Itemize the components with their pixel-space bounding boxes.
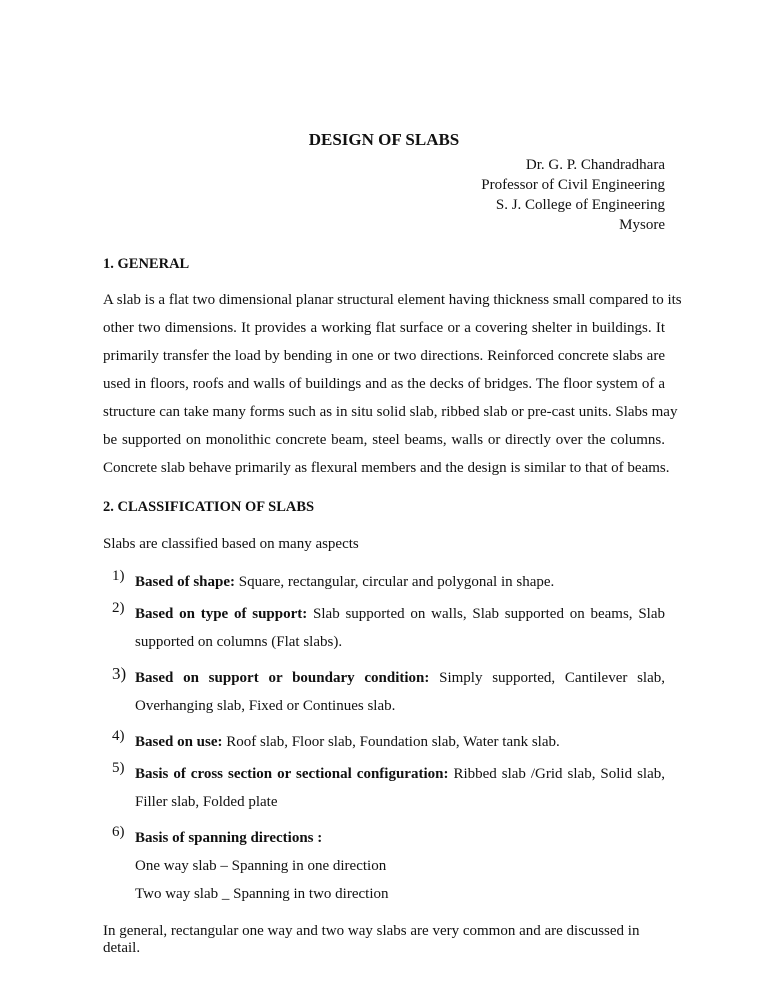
list-text: Overhanging slab, Fixed or Continues slab. (135, 698, 396, 714)
page-title: DESIGN OF SLABS (308, 130, 460, 149)
list-label: Based on support or boundary condition: (135, 670, 430, 686)
list-label: Based on type of support: (135, 606, 308, 622)
paragraph-line: structure can take many forms such as in situ solid slab, ribbed slab or pre-cast units. Slabs may (103, 404, 678, 420)
list-item (112, 760, 665, 816)
paragraph-line: Concrete slab behave primarily as flexural members and the design is similar to that of beams. (103, 460, 670, 476)
list-text: Simply supported, Cantilever slab, (429, 670, 666, 686)
list-number: 5) (112, 760, 125, 776)
paragraph-line: primarily transfer the load by bending in one or two directions. Reinforced concrete slabs are (103, 348, 665, 364)
author-name: Dr. G. P. Chandradhara (525, 157, 665, 173)
paragraph-line: be supported on monolithic concrete beam, steel beams, walls or directly over the columns. (103, 432, 665, 448)
author-city: Mysore (619, 217, 665, 233)
author-institution: S. J. College of Engineering (495, 197, 665, 213)
general-paragraph (103, 286, 682, 482)
list-item (112, 600, 665, 656)
list-number: 6) (112, 824, 125, 840)
author-block (481, 155, 665, 235)
list-text: supported on columns (Flat slabs). (135, 634, 343, 650)
classification-intro: Slabs are classified based on many aspects (103, 536, 359, 552)
list-text: Ribbed slab /Grid slab, Solid slab, (448, 766, 665, 782)
list-number: 1) (112, 568, 125, 584)
list-text: Square, rectangular, circular and polygonal in shape. (235, 574, 555, 590)
list-label: Basis of spanning directions : (135, 830, 323, 846)
list-text: Slab supported on walls, Slab supported on beams, Slab (307, 606, 665, 622)
list-text: One way slab – Spanning in one direction (135, 858, 387, 874)
list-label: Basis of cross section or sectional configuration: (135, 766, 449, 782)
list-label: Based of shape: (135, 574, 236, 590)
section-heading-general: 1. GENERAL (103, 256, 190, 272)
list-label: Based on use: (135, 734, 223, 750)
conclusion-paragraph: In general, rectangular one way and two way slabs are very common and are discussed in detail. (103, 923, 640, 956)
paragraph-line: other two dimensions. It provides a working flat surface or a covering shelter in buildings. It (103, 320, 665, 336)
paragraph-line: used in floors, roofs and walls of buildings and as the decks of bridges. The floor system of a (103, 376, 665, 392)
list-item (112, 728, 665, 756)
list-text: Filler slab, Folded plate (135, 794, 278, 810)
list-number: 3) (112, 664, 127, 683)
section-heading-classification: 2. CLASSIFICATION OF SLABS (103, 499, 315, 515)
paragraph-line: A slab is a flat two dimensional planar structural element having thickness small compared to its (103, 292, 682, 308)
list-text: Two way slab _ Spanning in two direction (135, 886, 389, 902)
author-position: Professor of Civil Engineering (481, 177, 665, 193)
list-text: Roof slab, Floor slab, Foundation slab, Water tank slab. (222, 734, 560, 750)
list-item (112, 568, 665, 596)
list-item (112, 824, 665, 908)
list-number: 4) (112, 728, 125, 744)
list-item (112, 664, 665, 720)
list-number: 2) (112, 600, 125, 616)
